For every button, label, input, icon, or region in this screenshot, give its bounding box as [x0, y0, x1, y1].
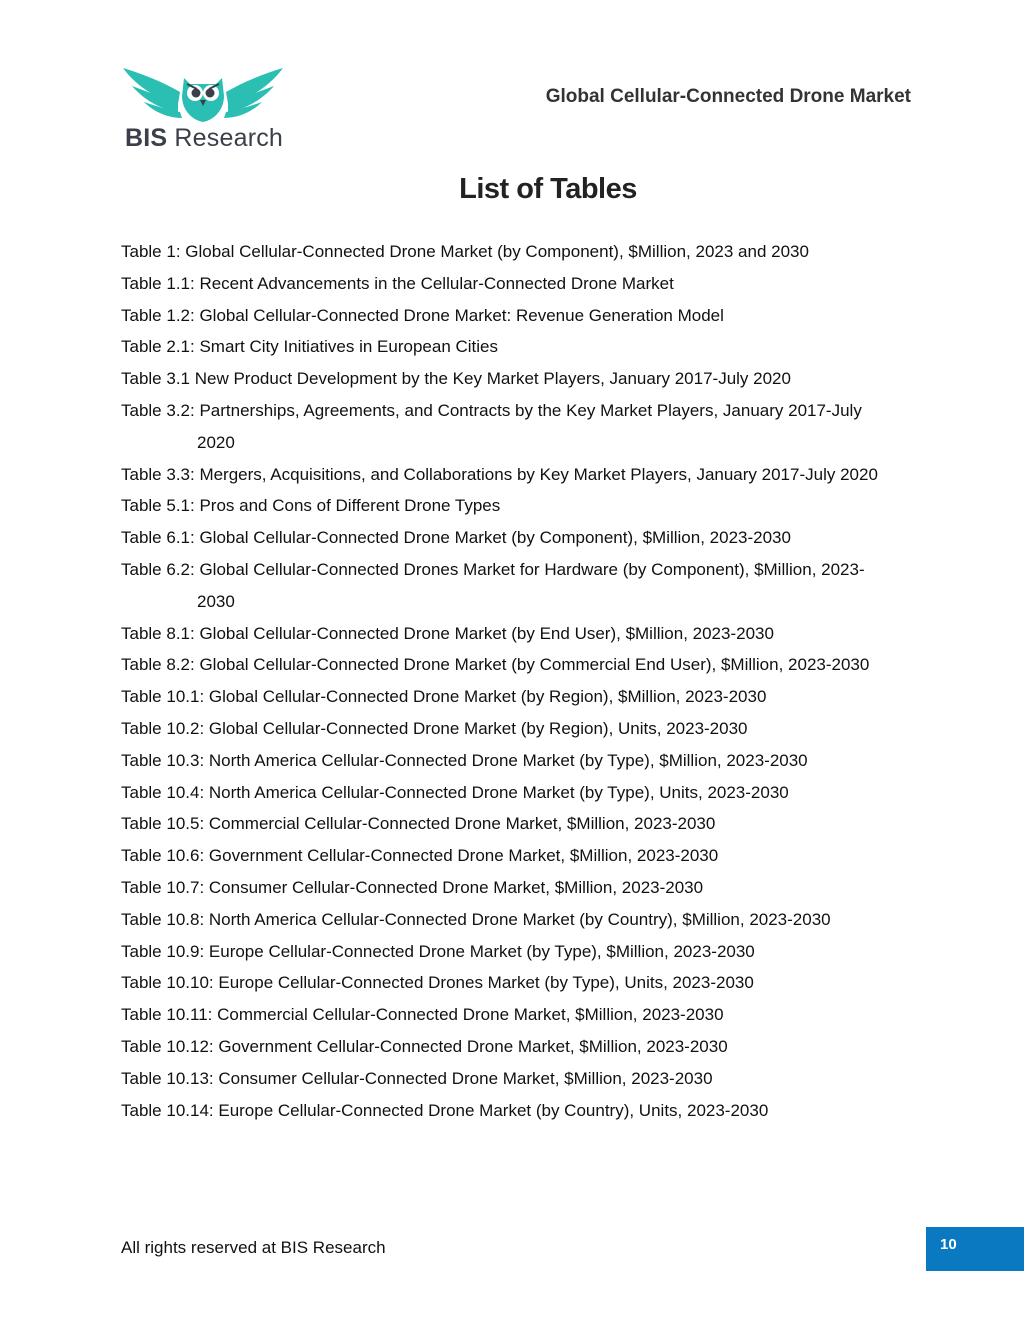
- list-item: Table 3.3: Mergers, Acquisitions, and Collaborations by Key Market Players, January 2017-July 2020: [121, 464, 878, 484]
- list-item: Table 10.4: North America Cellular-Connected Drone Market (by Type), Units, 2023-2030: [121, 782, 789, 802]
- logo-brand-light: Research: [167, 124, 284, 152]
- list-item: Table 2.1: Smart City Initiatives in European Cities: [121, 337, 499, 357]
- list-item: Table 10.7: Consumer Cellular-Connected Drone Market, $Million, 2023-2030: [121, 877, 704, 897]
- list-item: Table 6.2: Global Cellular-Connected Drones Market for Hardware (by Component), $Million, 2023-2030: [121, 559, 865, 611]
- list-item: Table 8.1: Global Cellular-Connected Drone Market (by End User), $Million, 2023-2030: [121, 623, 774, 643]
- logo-wordmark: [125, 123, 283, 153]
- list-of-tables: [121, 236, 901, 1126]
- list-item: Table 6.1: Global Cellular-Connected Drone Market (by Component), $Million, 2023-2030: [121, 528, 791, 548]
- logo-brand-bold: BIS: [125, 124, 168, 152]
- list-item: Table 3.1 New Product Development by the Key Market Players, January 2017-July 2020: [121, 369, 791, 389]
- list-item: Table 10.10: Europe Cellular-Connected Drones Market (by Type), Units, 2023-2030: [121, 973, 754, 993]
- list-item: Table 1.1: Recent Advancements in the Cellular-Connected Drone Market: [121, 273, 674, 293]
- list-item: Table 1.2: Global Cellular-Connected Drone Market: Revenue Generation Model: [121, 305, 724, 325]
- owl-logo-icon: [118, 62, 288, 124]
- list-item: Table 10.2: Global Cellular-Connected Drone Market (by Region), Units, 2023-2030: [121, 718, 748, 738]
- footer-rights: All rights reserved at BIS Research: [121, 1238, 386, 1257]
- list-item: Table 3.2: Partnerships, Agreements, and Contracts by the Key Market Players, January 2017-July 2020: [121, 400, 862, 452]
- list-item: Table 10.6: Government Cellular-Connected Drone Market, $Million, 2023-2030: [121, 846, 719, 866]
- list-item: Table 1: Global Cellular-Connected Drone Market (by Component), $Million, 2023 and 2030: [121, 242, 809, 261]
- list-item: Table 8.2: Global Cellular-Connected Drone Market (by Commercial End User), $Million, 2023-2030: [121, 655, 870, 675]
- list-item: Table 10.8: North America Cellular-Connected Drone Market (by Country), $Million, 2023-2030: [121, 909, 831, 929]
- page-title: List of Tables: [459, 173, 637, 205]
- list-item: Table 10.9: Europe Cellular-Connected Drone Market (by Type), $Million, 2023-2030: [121, 941, 755, 961]
- list-item: Table 10.5: Commercial Cellular-Connected Drone Market, $Million, 2023-2030: [121, 814, 716, 834]
- list-item: Table 10.11: Commercial Cellular-Connected Drone Market, $Million, 2023-2030: [121, 1005, 724, 1025]
- list-item: Table 10.13: Consumer Cellular-Connected Drone Market, $Million, 2023-2030: [121, 1068, 713, 1088]
- list-item: Table 10.3: North America Cellular-Connected Drone Market (by Type), $Million, 2023-2030: [121, 750, 808, 770]
- bis-research-logo: [118, 62, 288, 157]
- list-item: Table 10.1: Global Cellular-Connected Drone Market (by Region), $Million, 2023-2030: [121, 687, 767, 707]
- list-item: Table 5.1: Pros and Cons of Different Drone Types: [121, 496, 501, 516]
- report-title: Global Cellular-Connected Drone Market: [545, 86, 911, 107]
- list-item: Table 10.14: Europe Cellular-Connected Drone Market (by Country), Units, 2023-2030: [121, 1100, 769, 1120]
- list-item: Table 10.12: Government Cellular-Connected Drone Market, $Million, 2023-2030: [121, 1036, 728, 1056]
- page-number-badge: [926, 1227, 1024, 1271]
- page-number: 10: [940, 1236, 957, 1253]
